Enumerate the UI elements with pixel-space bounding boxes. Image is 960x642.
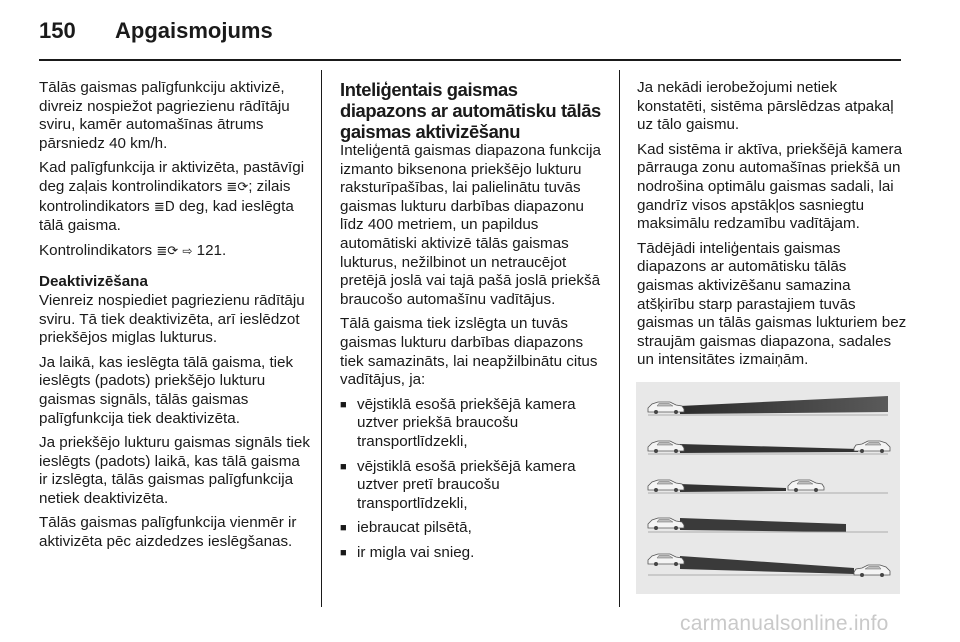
page-reference-arrow-icon: ⇨	[182, 243, 193, 258]
beam-range-illustration	[636, 382, 900, 594]
paragraph: Tālās gaismas palīgfunkcija vienmēr ir aktivizēta pēc aizdedzes ieslēgšanas.	[39, 514, 297, 551]
column-divider-2	[619, 70, 620, 607]
paragraph: Kontrolindikators ≣⟳ ⇨ 121.	[39, 241, 227, 259]
paragraph: Tādējādi inteliģentais gaismas diapazons ar automātisku tālās gaismas aktivizēšanu samazina atšķirību starp parastajiem tuvās gaismas un tālās gaismas lukturiem bez straujām gaismas diapazona, sadales un intensitātes izmaiņām.	[637, 239, 907, 369]
auto-high-beam-indicator-icon: ≣⟳	[226, 179, 249, 195]
auto-high-beam-indicator-icon: ≣⟳	[156, 243, 179, 259]
section-heading: Inteliģentais gaismas diapazons ar automātisku tālās gaismas aktivizēšanu	[340, 79, 601, 142]
beam-range-diagram	[636, 382, 900, 594]
column-2	[340, 79, 606, 568]
column-divider-1	[321, 70, 322, 607]
beam-row-vehicle-ahead	[648, 480, 888, 493]
paragraph: Vienreiz nospiediet pagriezienu rādītāju sviru. Tā tiek deaktivizēta, arī ieslēdzot priekšējos miglas lukturus.	[39, 291, 305, 347]
paragraph: Kad sistēma ir aktīva, priekšējā kamera pārrauga zonu automašīnas priekšā un nodrošina optimālu gaismas sadali, lai gandrīz visos apstākļos sasniegtu maksimālu redzamību vadītājam.	[637, 140, 903, 233]
beam-row-wide-low-beam	[648, 518, 888, 532]
paragraph: Ja laikā, kas ieslēgta tālā gaisma, tiek ieslēgts (padots) priekšējo lukturu gaismas signāls, tālās gaismas palīgfunkcija tiek deaktivizēta.	[39, 353, 294, 427]
paragraph: Ja priekšējo lukturu gaismas signāls tiek ieslēgts (padots) laikā, kas tālā gaisma ir izslēgta, tālās gaismas palīgfunkcija netiek deaktivizēta.	[39, 434, 310, 507]
column-3	[637, 79, 907, 376]
beam-row-oncoming	[648, 441, 890, 454]
paragraph: Inteliģentā gaismas diapazona funkcija izmanto biksenona priekšējo lukturu raksturīpašības, lai palielinātu tuvās gaismas lukturu darbības diapazonu līdz 400 metriem, un papildus automātiski aktivizē tālās gaismas lukturus, nežilbinot un netraucējot pretējā joslā vai tajā pašā joslā priekšā braucošo automašīnu vadītājus.	[340, 142, 601, 308]
beam-row-high-beam	[648, 396, 888, 415]
list-item: ■ ir migla vai snieg.	[340, 544, 606, 563]
paragraph: Ja nekādi ierobežojumi netiek konstatēti, sistēma pārslēdzas atpakaļ uz tālo gaismu.	[637, 79, 894, 134]
bullet-list	[340, 396, 606, 563]
page-number: 150	[39, 18, 76, 43]
watermark: carmanualsonline.info	[680, 612, 889, 635]
page-header	[39, 18, 273, 48]
list-item: ■ iebraucat pilsētā,	[340, 519, 606, 538]
beam-row-far-oncoming	[648, 554, 890, 577]
column-1	[39, 79, 311, 558]
paragraph: Tālās gaismas palīgfunkciju aktivizē, divreiz nospiežot pagriezienu rādītāju sviru, kamēr automašīnas ātrums pārsniedz 40 km/h.	[39, 79, 290, 152]
paragraph: Kad palīgfunkcija ir aktivizēta, pastāvīgi deg zaļais kontrolindikators ≣⟳; zilais kontrolindikators ≣D deg, kad ieslēgta tālā gaisma.	[39, 159, 305, 235]
chapter-title: Apgaismojums	[115, 18, 273, 43]
subheading: Deaktivizēšana	[39, 273, 148, 291]
list-item: ■ vējstiklā esošā priekšējā kamera uztver priekšā braucošu transportlīdzekli,	[340, 396, 606, 452]
high-beam-indicator-icon: ≣D	[153, 199, 175, 215]
list-item: ■ vējstiklā esošā priekšējā kamera uztver pretī braucošu transportlīdzekli,	[340, 458, 606, 514]
header-rule	[39, 59, 901, 61]
paragraph: Tālā gaisma tiek izslēgta un tuvās gaismas lukturu darbības diapazons tiek samazināts, lai neapžilbinātu citus vadītājus, ja:	[340, 315, 598, 389]
